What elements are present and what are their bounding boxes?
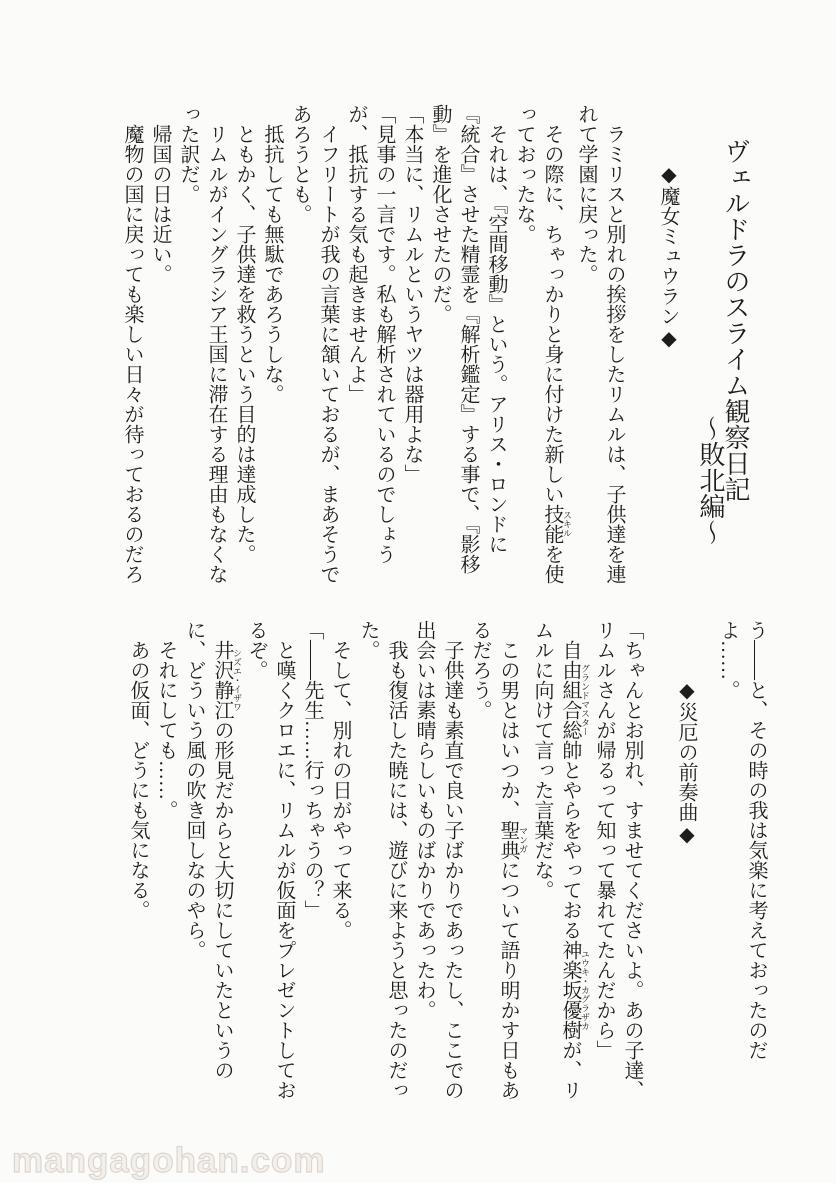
paragraph: 魔物の国に戻っても楽しい日々が待っておるのだろ: [121, 124, 143, 584]
paragraph: 帰国の日は近い。: [149, 124, 171, 284]
paragraph: そして、別れの日がやって来る。: [329, 640, 351, 940]
ruby-annotated-text: 井沢静江 シズエ・イザワ: [211, 640, 242, 720]
paragraph: 抵抗しても無駄であろうしな。: [261, 124, 283, 404]
paragraph: 我も復活した暁には、遊びに来ようと思ったのだった。: [357, 620, 407, 1100]
paragraph: 「本当に、リムルというヤツは器用よな」: [401, 104, 423, 484]
episode-title-main: ヴェルドラのスライム観察日記: [721, 138, 750, 502]
ruby-annotated-text: 自由組合総帥 グランドマスター: [559, 640, 590, 760]
ruby-annotated-text: 聖典 マンガ: [497, 820, 528, 860]
paragraph: ラミリスと別れの挨拶をしたリムルは、子供達を連れて学園に戻った。: [575, 104, 625, 584]
page-top-half: [118, 104, 748, 588]
paragraph: う――と、その時の我は気楽に考えておったのだよ……。: [717, 620, 767, 1060]
paragraph: 「見事の一言です。私も解析されているのでしょうが、抵抗する気も起きませんよ」: [345, 104, 395, 564]
ruby-annotated-text: 技能 スキル: [541, 504, 572, 544]
episode-title: [698, 104, 748, 588]
paragraph: ともかく、子供達を救うという目的は達成した。: [233, 124, 255, 564]
paragraph: と嘆くクロエに、リムルが仮面をプレゼントしておるぞ。: [245, 620, 295, 1100]
paragraph: それにしても……。: [155, 640, 177, 820]
section-heading: ◆災厄の前奏曲◆: [675, 678, 697, 846]
paragraph: 子供達も素直で良い子ばかりであったし、ここでの出会いは素晴らしいものばかりであったわ。: [413, 620, 463, 1100]
paragraph: イフリートが我の言葉に頷いておるが、まあそうであろうとも。: [289, 104, 339, 584]
paragraph: リムルがイングラシア王国に滞在する理由もなくなった訳だ。: [177, 104, 227, 584]
paragraph: その際に、ちゃっかりと身に付けた新しい技能 スキルを使っておったな。: [513, 104, 572, 584]
paragraph: 「ちゃんとお別れ、すませてくださいよ。あの子達、リムルさんが帰るって知って暴れてたんだから」: [593, 620, 643, 1100]
watermark-text: mangagohan.com: [12, 1141, 326, 1180]
episode-title-subtitle: 〜敗北編〜: [696, 415, 725, 545]
paragraph: この男とはいつか、聖典 マンガについて語り明かす日もあるだろう。: [469, 620, 528, 1100]
section-calamity-prelude: [124, 620, 770, 1104]
ruby-annotated-text: 神楽坂優樹 ユウキ・カグラザカ: [559, 940, 590, 1040]
paragraph: 井沢静江 シズエ・イザワの形見だからと大切にしていたというのに、どういう風の吹き回しなのやら。: [183, 620, 242, 1080]
page-bottom-half: [124, 620, 770, 1104]
paragraph: 自由組合総帥 グランドマスターとやらをやっておる神楽坂優樹 ユウキ・カグラザカが、リムルに向けて言った言葉だな。: [531, 620, 590, 1100]
paragraph: 「――先生……行っちゃうの？」: [301, 620, 323, 920]
section-heading: ◆魔女ミュウラン◆: [657, 162, 679, 350]
paragraph: それは、『空間移動』という。アリス・ロンドに『統合』させた精霊を『解析鑑定』する事で、『影移動』を進化させたのだ。: [429, 104, 507, 574]
section-witch-myulan: [118, 104, 682, 588]
paragraph: あの仮面、どうにも気になる。: [127, 640, 149, 920]
